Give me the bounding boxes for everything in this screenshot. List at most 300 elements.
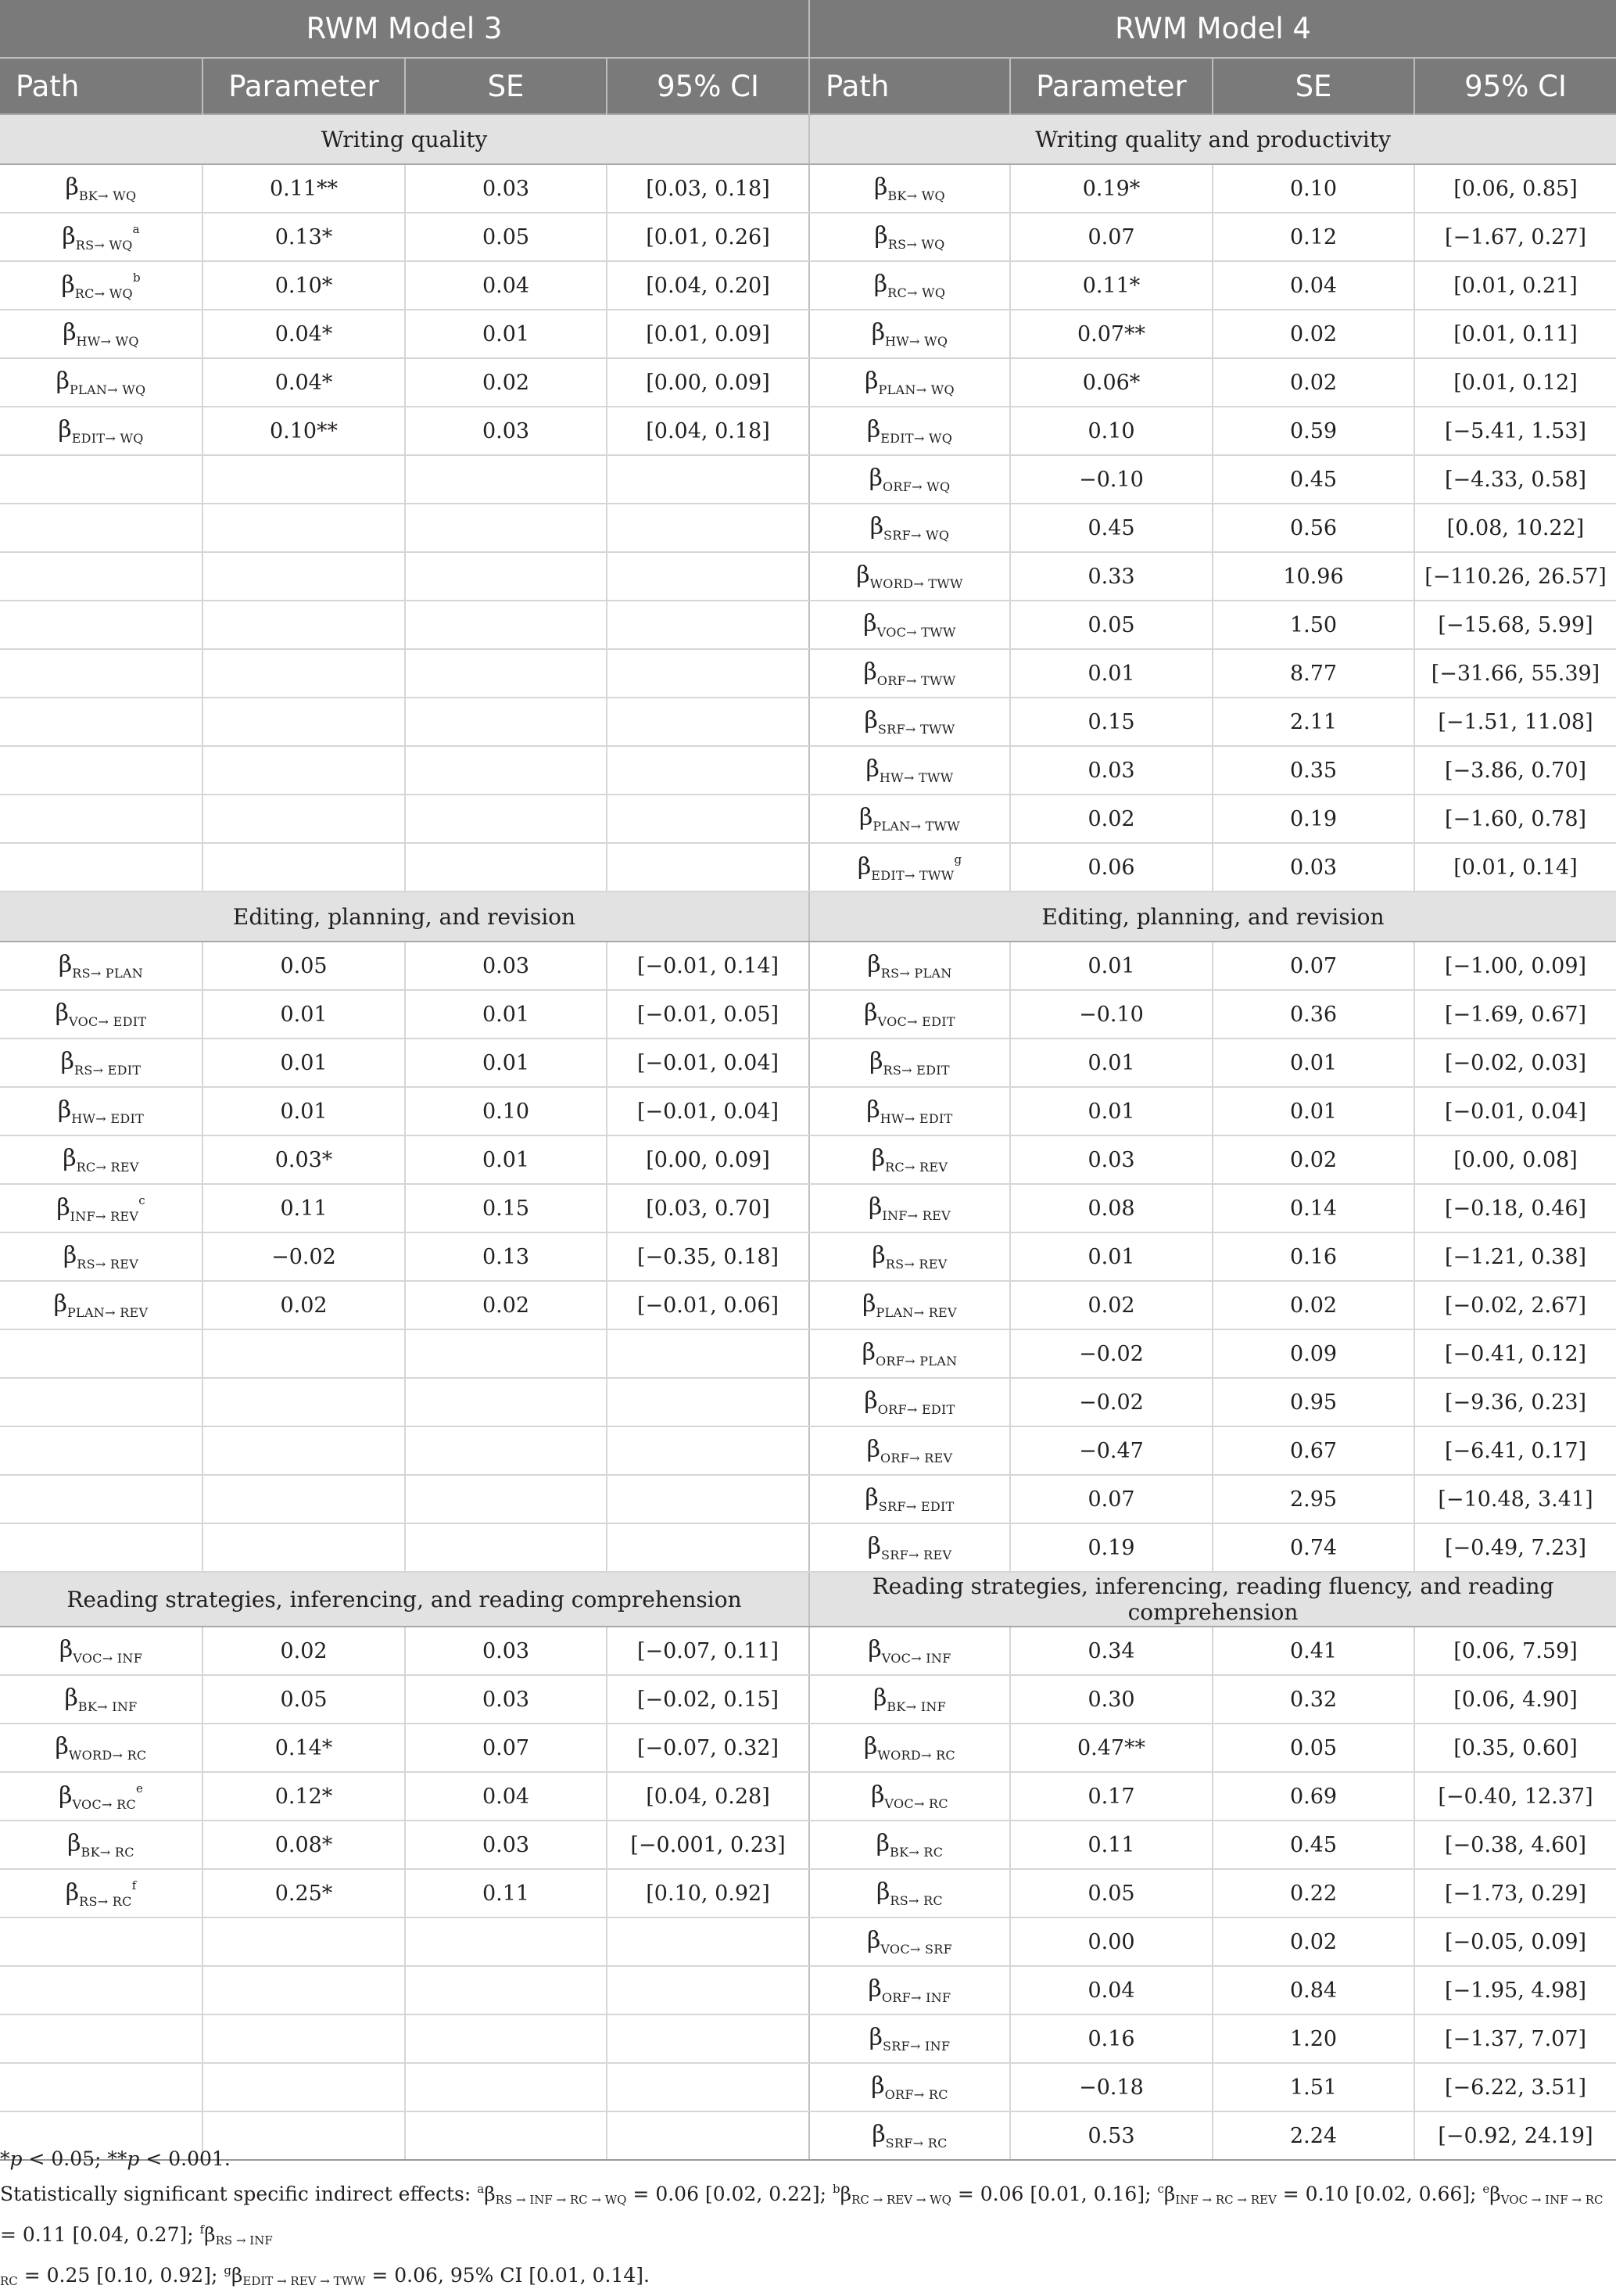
ci-cell [607, 2014, 809, 2063]
path-subscript: RC→ WQ [887, 285, 946, 300]
ci-cell: [−1.73, 0.29] [1414, 1869, 1616, 1918]
note-text: * [0, 2147, 10, 2170]
path-cell [0, 1329, 202, 1378]
path-cell [809, 164, 1010, 213]
path-cell [809, 1523, 1010, 1572]
beta-symbol: β [863, 658, 877, 686]
se-cell: 0.19 [1213, 795, 1414, 843]
parameter-cell: 0.07** [1010, 310, 1213, 358]
path-cell [809, 407, 1010, 455]
beta-symbol: β [869, 465, 883, 492]
ci-cell: [0.03, 0.18] [607, 164, 809, 213]
path-cell [0, 1378, 202, 1426]
path-subscript: BK→ INF [77, 1699, 138, 1714]
beta-symbol: β [856, 561, 870, 589]
note-subscript: RC [0, 2274, 18, 2288]
ci-cell: [−0.92, 24.19] [1414, 2111, 1616, 2160]
parameter-cell: 0.10* [202, 261, 405, 310]
parameter-cell: −0.18 [1010, 2063, 1213, 2111]
beta-symbol: β [869, 1048, 883, 1075]
se-cell: 0.14 [1213, 1184, 1414, 1232]
ci-cell: [−0.001, 0.23] [607, 1821, 809, 1869]
table-row [0, 1627, 1616, 1675]
note-text: = 0.11 [0.04, 0.27]; [0, 2223, 200, 2246]
beta-symbol: β [867, 951, 881, 978]
path-cell [0, 310, 202, 358]
parameter-cell [202, 1475, 405, 1523]
path-subscript: INF→ REV [70, 1208, 139, 1224]
se-cell: 0.04 [405, 261, 607, 310]
section-title-left: Editing, planning, and revision [0, 891, 809, 942]
se-cell: 0.74 [1213, 1523, 1414, 1572]
parameter-cell: 0.03 [1010, 1135, 1213, 1184]
parameter-cell [202, 1966, 405, 2014]
ci-cell: [−0.01, 0.05] [607, 990, 809, 1039]
beta-symbol: β [58, 416, 72, 443]
ci-cell [607, 552, 809, 601]
se-cell [405, 552, 607, 601]
se-cell: 0.02 [405, 1281, 607, 1329]
ci-cell [607, 843, 809, 891]
ci-cell [607, 1475, 809, 1523]
ci-cell: [−1.60, 0.78] [1414, 795, 1616, 843]
note-text: = 0.06, 95% CI [0.01, 0.14]. [365, 2264, 650, 2287]
note-text: = 0.10 [0.02, 0.66]; [1276, 2183, 1483, 2205]
parameter-cell [202, 649, 405, 698]
table-row [0, 990, 1616, 1039]
path-subscript: RC→ WQ [74, 285, 133, 301]
table-row [0, 1426, 1616, 1475]
path-cell [0, 1135, 202, 1184]
path-cell [809, 2014, 1010, 2063]
beta-symbol: β [868, 1975, 882, 2003]
path-subscript: EDIT→ TWW [871, 867, 955, 883]
table-row [0, 2063, 1616, 2111]
se-cell [405, 2063, 607, 2111]
path-cell [809, 1918, 1010, 1966]
ci-cell: [0.06, 0.85] [1414, 164, 1616, 213]
path-cell [809, 552, 1010, 601]
path-cell [809, 1135, 1010, 1184]
path-cell [0, 1918, 202, 1966]
beta-symbol: β [876, 1830, 890, 1857]
se-cell: 2.11 [1213, 698, 1414, 746]
path-cell [809, 1232, 1010, 1281]
ci-cell: [−1.51, 11.08] [1414, 698, 1616, 746]
note-text: = 0.06 [0.01, 0.16]; [951, 2183, 1158, 2205]
parameter-cell [202, 1426, 405, 1475]
ci-cell: [−0.01, 0.14] [607, 942, 809, 990]
ci-cell: [−0.01, 0.06] [607, 1281, 809, 1329]
beta-symbol: β [67, 1830, 81, 1857]
path-cell [809, 1966, 1010, 2014]
path-cell [809, 649, 1010, 698]
path-cell [809, 1329, 1010, 1378]
parameter-cell: 0.10** [202, 407, 405, 455]
parameter-cell: −0.10 [1010, 455, 1213, 504]
se-cell: 0.10 [1213, 164, 1414, 213]
path-cell [0, 1184, 202, 1232]
ci-cell: [−0.02, 0.03] [1414, 1039, 1616, 1087]
path-subscript: RS→ RC [890, 1893, 943, 1908]
path-cell [0, 1475, 202, 1523]
column-header-se: SE [1213, 58, 1414, 114]
beta-symbol: β [59, 1636, 73, 1663]
path-cell [809, 504, 1010, 552]
path-cell [0, 1087, 202, 1135]
se-cell: 0.03 [405, 1627, 607, 1675]
indirect-effects-note [0, 2174, 1611, 2255]
beta-symbol: β [56, 368, 70, 395]
note-text: = 0.06 [0.02, 0.22]; [626, 2183, 833, 2205]
path-subscript: SRF→ INF [882, 2039, 951, 2054]
se-cell: 0.12 [1213, 213, 1414, 261]
se-cell [405, 843, 607, 891]
beta-symbol: β [876, 1878, 890, 1906]
path-subscript: HW→ WQ [76, 334, 139, 349]
ci-cell [607, 2063, 809, 2111]
ci-cell: [−4.33, 0.58] [1414, 455, 1616, 504]
note-subscript: RS → INF → RC → WQ [495, 2193, 627, 2207]
beta-symbol: β [58, 951, 73, 978]
table-row [0, 552, 1616, 601]
beta-symbol: β [55, 999, 69, 1027]
parameter-cell: 0.01 [1010, 942, 1213, 990]
ci-cell: [0.03, 0.70] [607, 1184, 809, 1232]
path-subscript: VOC→ EDIT [877, 1014, 955, 1029]
path-subscript: PLAN→ TWW [872, 819, 961, 834]
indirect-effects-note-continued [0, 2255, 1611, 2296]
path-cell [809, 1772, 1010, 1821]
significance-note [0, 2144, 1611, 2174]
parameter-cell: 0.00 [1010, 1918, 1213, 1966]
se-cell: 0.04 [405, 1772, 607, 1821]
ci-cell: [−0.05, 0.09] [1414, 1918, 1616, 1966]
note-subscript: INF → RC → REV [1175, 2193, 1277, 2207]
path-subscript: ORF→ PLAN [875, 1354, 958, 1369]
parameter-cell [202, 455, 405, 504]
ci-cell [607, 746, 809, 795]
path-cell [0, 164, 202, 213]
parameter-cell: 0.01 [1010, 1087, 1213, 1135]
table-row [0, 1966, 1616, 2014]
path-subscript: ORF→ EDIT [877, 1402, 955, 1417]
parameter-cell [202, 552, 405, 601]
path-cell [809, 1378, 1010, 1426]
note-superscript: f [199, 2222, 205, 2237]
se-cell [405, 1966, 607, 2014]
path-cell [809, 2063, 1010, 2111]
parameter-cell: 0.03 [1010, 746, 1213, 795]
se-cell [405, 455, 607, 504]
se-cell: 10.96 [1213, 552, 1414, 601]
path-subscript: SRF→ TWW [877, 722, 955, 737]
path-subscript: RS→ EDIT [73, 1063, 142, 1078]
parameter-cell: 0.17 [1010, 1772, 1213, 1821]
ci-cell: [0.06, 4.90] [1414, 1675, 1616, 1724]
se-cell: 0.01 [405, 990, 607, 1039]
path-subscript: HW→ EDIT [880, 1111, 953, 1126]
section-title-right: Writing quality and productivity [809, 114, 1616, 164]
ci-cell: [−0.41, 0.12] [1414, 1329, 1616, 1378]
path-cell [0, 455, 202, 504]
beta-symbol: β [65, 174, 79, 201]
table-row [0, 1281, 1616, 1329]
se-cell [405, 1523, 607, 1572]
se-cell [405, 1426, 607, 1475]
beta-symbol: β [56, 1193, 70, 1222]
se-cell: 0.22 [1213, 1869, 1414, 1918]
parameter-cell: 0.05 [202, 942, 405, 990]
path-subscript: VOC→ RC [72, 1796, 136, 1812]
parameter-cell: 0.19* [1010, 164, 1213, 213]
parameter-cell: 0.06* [1010, 358, 1213, 407]
path-subscript: VOC→ SRF [880, 1942, 952, 1957]
path-cell [809, 843, 1010, 891]
path-cell [0, 795, 202, 843]
path-subscript: VOC→ INF [881, 1651, 951, 1666]
beta-symbol: β [61, 271, 75, 299]
footnote-marker: f [131, 1878, 137, 1892]
path-cell [0, 843, 202, 891]
path-subscript: ORF→ TWW [876, 673, 956, 688]
path-subscript: WORD→ RC [68, 1748, 147, 1763]
beta-symbol: β [59, 1781, 73, 1810]
ci-cell: [0.00, 0.09] [607, 1135, 809, 1184]
footnote-marker: g [954, 852, 962, 866]
ci-cell: [−1.37, 7.07] [1414, 2014, 1616, 2063]
path-cell [0, 552, 202, 601]
note-superscript: e [1482, 2182, 1490, 2196]
path-cell [0, 1869, 202, 1918]
path-cell [809, 1821, 1010, 1869]
beta-symbol: β [866, 1436, 880, 1463]
se-cell: 0.32 [1213, 1675, 1414, 1724]
path-subscript: PLAN→ REV [876, 1305, 957, 1320]
parameter-cell: 0.30 [1010, 1675, 1213, 1724]
ci-cell: [−1.69, 0.67] [1414, 990, 1616, 1039]
beta-symbol: β [64, 1684, 78, 1712]
ci-cell: [−0.35, 0.18] [607, 1232, 809, 1281]
column-header-ci: 95% CI [1414, 58, 1616, 114]
se-cell: 0.56 [1213, 504, 1414, 552]
parameter-cell: 0.12* [202, 1772, 405, 1821]
path-cell [0, 1724, 202, 1772]
note-text: β [204, 2223, 216, 2246]
beta-symbol: β [872, 1684, 887, 1712]
path-cell [809, 1281, 1010, 1329]
section-title-right: Reading strategies, inferencing, reading fluency, and reading comprehension [809, 1572, 1616, 1627]
path-cell [809, 1627, 1010, 1675]
ci-cell: [0.04, 0.28] [607, 1772, 809, 1821]
parameter-cell: 0.08* [202, 1821, 405, 1869]
model-3-heading: RWM Model 3 [0, 0, 809, 58]
footnote-marker: e [135, 1781, 143, 1796]
table-row [0, 698, 1616, 746]
note-superscript: a [477, 2182, 485, 2196]
se-cell: 0.07 [405, 1724, 607, 1772]
table-row [0, 1329, 1616, 1378]
path-cell [809, 455, 1010, 504]
beta-symbol: β [63, 1145, 77, 1172]
section-header-row [0, 891, 1616, 942]
parameter-cell: 0.01 [202, 990, 405, 1039]
note-text: = 0.25 [0.10, 0.92]; [17, 2264, 224, 2287]
se-cell: 0.15 [405, 1184, 607, 1232]
ci-cell: [−0.40, 12.37] [1414, 1772, 1616, 1821]
se-cell [405, 2014, 607, 2063]
se-cell: 0.04 [1213, 261, 1414, 310]
se-cell: 0.59 [1213, 407, 1414, 455]
path-subscript: VOC→ INF [73, 1651, 143, 1666]
table-body [0, 114, 1616, 2160]
path-cell [0, 213, 202, 261]
path-subscript: SRF→ WQ [883, 528, 950, 543]
beta-symbol: β [863, 610, 877, 637]
note-superscript: c [1157, 2182, 1164, 2196]
beta-symbol: β [862, 1290, 876, 1318]
beta-symbol: β [62, 222, 76, 250]
ci-cell: [0.10, 0.92] [607, 1869, 809, 1918]
ci-cell [607, 649, 809, 698]
parameter-cell: 0.04 [1010, 1966, 1213, 2014]
path-cell [0, 1523, 202, 1572]
beta-symbol: β [862, 1339, 876, 1366]
path-subscript: RC→ REV [885, 1160, 948, 1175]
se-cell [405, 795, 607, 843]
parameter-cell: 0.01 [1010, 1039, 1213, 1087]
ci-cell: [−0.01, 0.04] [1414, 1087, 1616, 1135]
parameter-cell: 0.02 [1010, 795, 1213, 843]
ci-cell [607, 601, 809, 649]
se-cell: 0.67 [1213, 1426, 1414, 1475]
se-cell: 0.01 [1213, 1087, 1414, 1135]
ci-cell: [0.35, 0.60] [1414, 1724, 1616, 1772]
footnote-marker: c [138, 1193, 145, 1207]
ci-cell [607, 1918, 809, 1966]
footnote-marker: a [132, 221, 140, 236]
beta-symbol: β [864, 1733, 878, 1760]
ci-cell: [−0.07, 0.11] [607, 1627, 809, 1675]
parameter-cell: 0.11 [202, 1184, 405, 1232]
path-subscript: SRF→ EDIT [878, 1499, 955, 1514]
se-cell: 1.20 [1213, 2014, 1414, 2063]
table-footnotes [0, 2144, 1611, 2296]
ci-cell: [−0.02, 2.67] [1414, 1281, 1616, 1329]
section-header-row [0, 114, 1616, 164]
beta-symbol: β [63, 319, 77, 346]
se-cell: 0.03 [405, 942, 607, 990]
path-cell [809, 1039, 1010, 1087]
table-row [0, 213, 1616, 261]
parameter-cell: 0.04* [202, 358, 405, 407]
path-cell [0, 1966, 202, 2014]
table-row [0, 1039, 1616, 1087]
table-row [0, 843, 1616, 891]
beta-symbol: β [866, 416, 881, 443]
parameter-cell: 0.02 [202, 1281, 405, 1329]
note-subscript: RC → REV → WQ [851, 2193, 951, 2207]
ci-cell: [0.04, 0.18] [607, 407, 809, 455]
path-cell [809, 990, 1010, 1039]
path-subscript: HW→ EDIT [71, 1111, 145, 1126]
beta-symbol: β [57, 1096, 72, 1124]
se-cell [405, 698, 607, 746]
table-row [0, 1675, 1616, 1724]
path-subscript: INF→ REV [882, 1208, 951, 1223]
note-text: Statistically significant specific indirect effects: [0, 2183, 478, 2205]
se-cell: 0.45 [1213, 1821, 1414, 1869]
path-cell [0, 1232, 202, 1281]
parameter-cell: −0.02 [1010, 1378, 1213, 1426]
beta-symbol: β [857, 852, 872, 881]
parameter-cell: 0.11* [1010, 261, 1213, 310]
column-header-parameter: Parameter [1010, 58, 1213, 114]
path-subscript: RS→ WQ [887, 237, 945, 252]
se-cell: 0.02 [1213, 1918, 1414, 1966]
parameter-cell: 0.53 [1010, 2111, 1213, 2160]
table-row [0, 2014, 1616, 2063]
se-cell: 0.01 [405, 310, 607, 358]
path-cell [809, 1675, 1010, 1724]
beta-symbol: β [65, 1878, 80, 1907]
path-subscript: RS→ EDIT [883, 1063, 950, 1078]
beta-symbol: β [871, 2072, 885, 2100]
ci-cell: [0.01, 0.09] [607, 310, 809, 358]
parameter-cell: 0.14* [202, 1724, 405, 1772]
parameter-cell: −0.02 [202, 1232, 405, 1281]
ci-cell: [0.00, 0.09] [607, 358, 809, 407]
parameter-cell: 0.11** [202, 164, 405, 213]
path-subscript: BK→ RC [81, 1845, 134, 1860]
parameter-cell: 0.05 [1010, 1869, 1213, 1918]
path-cell [0, 1627, 202, 1675]
se-cell: 0.10 [405, 1087, 607, 1135]
se-cell [405, 601, 607, 649]
path-subscript: ORF→ RC [884, 2087, 948, 2102]
beta-symbol: β [865, 1484, 879, 1512]
ci-cell: [0.01, 0.21] [1414, 261, 1616, 310]
se-cell: 8.77 [1213, 649, 1414, 698]
path-cell [809, 698, 1010, 746]
path-subscript: VOC→ RC [884, 1796, 948, 1811]
se-cell: 0.02 [405, 358, 607, 407]
se-cell [405, 1475, 607, 1523]
ci-cell: [−1.00, 0.09] [1414, 942, 1616, 990]
beta-symbol: β [60, 1048, 74, 1075]
path-cell [809, 213, 1010, 261]
ci-cell: [−0.02, 0.15] [607, 1675, 809, 1724]
path-subscript: PLAN→ WQ [69, 382, 146, 397]
table-row [0, 455, 1616, 504]
table-row [0, 1869, 1616, 1918]
ci-cell: [−6.22, 3.51] [1414, 2063, 1616, 2111]
path-subscript: HW→ WQ [885, 334, 948, 349]
beta-symbol: β [871, 1781, 885, 1809]
column-header-row [0, 58, 1616, 114]
ci-cell: [−31.66, 55.39] [1414, 649, 1616, 698]
beta-symbol: β [873, 271, 888, 298]
parameter-cell: 0.13* [202, 213, 405, 261]
path-cell [0, 942, 202, 990]
path-cell [0, 504, 202, 552]
path-cell [809, 746, 1010, 795]
se-cell: 0.84 [1213, 1966, 1414, 2014]
path-subscript: BK→ WQ [78, 188, 137, 203]
path-subscript: VOC→ EDIT [69, 1014, 147, 1029]
note-subscript: RS → INF [215, 2233, 273, 2248]
se-cell: 0.36 [1213, 990, 1414, 1039]
